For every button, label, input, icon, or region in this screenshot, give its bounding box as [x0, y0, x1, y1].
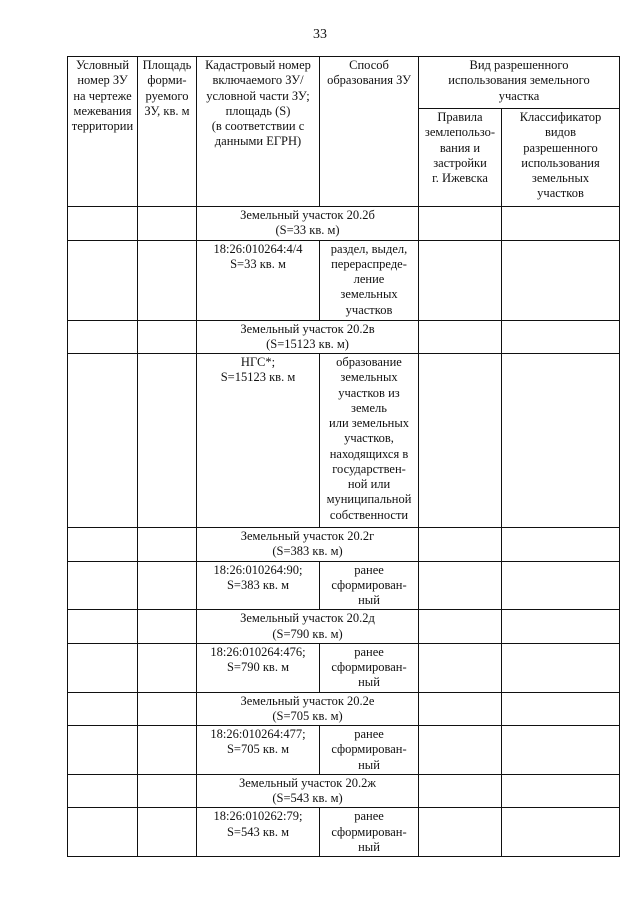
- plot-area-cell: [138, 354, 197, 528]
- formation-method-cell: ранее сформирован- ный: [320, 808, 419, 857]
- plot-area-cell: [138, 726, 197, 775]
- page-number: 33: [313, 27, 327, 42]
- plot-area-cell: [138, 808, 197, 857]
- use-classifier-cell: [502, 643, 620, 692]
- section-title: Земельный участок 20.2ж (S=543 кв. м): [197, 774, 419, 808]
- land-use-rules-cell: [419, 726, 502, 775]
- use-classifier-cell: [502, 354, 620, 528]
- section-title-row: [68, 528, 620, 562]
- land-plots-table: [67, 56, 620, 857]
- section-title-row: [68, 692, 620, 726]
- plot-area-cell: [138, 528, 197, 562]
- land-use-rules-cell: [419, 808, 502, 857]
- plot-area-cell: [138, 610, 197, 644]
- plot-area-cell: [138, 692, 197, 726]
- use-classifier-cell: [502, 692, 620, 726]
- plot-number-cell: [68, 354, 138, 528]
- use-classifier-cell: [502, 528, 620, 562]
- use-classifier-cell: [502, 774, 620, 808]
- use-classifier-cell: [502, 320, 620, 354]
- section-title-row: [68, 610, 620, 644]
- land-use-rules-cell: [419, 320, 502, 354]
- plot-number-cell: [68, 808, 138, 857]
- land-use-rules-cell: [419, 610, 502, 644]
- plot-number-cell: [68, 240, 138, 320]
- plot-area-cell: [138, 320, 197, 354]
- section-title: Земельный участок 20.2д (S=790 кв. м): [197, 610, 419, 644]
- header-plot-area: Площадь форми- руемого ЗУ, кв. м: [138, 57, 197, 207]
- plot-number-cell: [68, 692, 138, 726]
- header-permitted-use-group: Вид разрешенного использования земельного участка: [419, 57, 620, 109]
- formation-method-cell: ранее сформирован- ный: [320, 643, 419, 692]
- cadastral-number-cell: НГС*; S=15123 кв. м: [197, 354, 320, 528]
- use-classifier-cell: [502, 207, 620, 241]
- cadastral-number-cell: 18:26:010264:477; S=705 кв. м: [197, 726, 320, 775]
- plot-area-cell: [138, 643, 197, 692]
- section-title-row: [68, 774, 620, 808]
- plot-number-cell: [68, 774, 138, 808]
- use-classifier-cell: [502, 240, 620, 320]
- formation-method-cell: ранее сформирован- ный: [320, 561, 419, 610]
- land-use-rules-cell: [419, 240, 502, 320]
- plot-number-cell: [68, 207, 138, 241]
- header-use-classifier: Классификатор видов разрешенного использования земельных участков: [502, 109, 620, 207]
- land-use-rules-cell: [419, 692, 502, 726]
- table-row: [68, 808, 620, 857]
- formation-method-cell: раздел, выдел, перераспреде- ление земельных участков: [320, 240, 419, 320]
- section-title: Земельный участок 20.2в (S=15123 кв. м): [197, 320, 419, 354]
- land-use-rules-cell: [419, 774, 502, 808]
- land-use-rules-cell: [419, 207, 502, 241]
- table-row: [68, 240, 620, 320]
- section-title: Земельный участок 20.2е (S=705 кв. м): [197, 692, 419, 726]
- plot-area-cell: [138, 240, 197, 320]
- section-title-row: [68, 320, 620, 354]
- plot-number-cell: [68, 320, 138, 354]
- plot-area-cell: [138, 207, 197, 241]
- plot-number-cell: [68, 643, 138, 692]
- cadastral-number-cell: 18:26:010264:90; S=383 кв. м: [197, 561, 320, 610]
- use-classifier-cell: [502, 808, 620, 857]
- land-use-rules-cell: [419, 561, 502, 610]
- plot-number-cell: [68, 726, 138, 775]
- plot-number-cell: [68, 610, 138, 644]
- formation-method-cell: образование земельных участков из земель или земельных участков, находящихся в государствен- ной или муниципальной собственности: [320, 354, 419, 528]
- plot-number-cell: [68, 561, 138, 610]
- plot-number-cell: [68, 528, 138, 562]
- plot-area-cell: [138, 774, 197, 808]
- plot-area-cell: [138, 561, 197, 610]
- land-use-rules-cell: [419, 354, 502, 528]
- table-row: [68, 561, 620, 610]
- use-classifier-cell: [502, 610, 620, 644]
- section-title: Земельный участок 20.2б (S=33 кв. м): [197, 207, 419, 241]
- cadastral-number-cell: 18:26:010262:79; S=543 кв. м: [197, 808, 320, 857]
- table-row: [68, 643, 620, 692]
- formation-method-cell: ранее сформирован- ный: [320, 726, 419, 775]
- use-classifier-cell: [502, 561, 620, 610]
- table-row: [68, 726, 620, 775]
- table-row: [68, 354, 620, 528]
- header-land-use-rules: Правила землепользо- вания и застройки г. Ижевска: [419, 109, 502, 207]
- header-plot-number: Условный номер ЗУ на чертеже межевания территории: [68, 57, 138, 207]
- land-use-rules-cell: [419, 643, 502, 692]
- header-formation-method: Способ образования ЗУ: [320, 57, 419, 207]
- cadastral-number-cell: 18:26:010264:4/4 S=33 кв. м: [197, 240, 320, 320]
- cadastral-number-cell: 18:26:010264:476; S=790 кв. м: [197, 643, 320, 692]
- header-cadastral-number: Кадастровый номер включаемого ЗУ/ условной части ЗУ; площадь (S) (в соответствии с данными ЕГРН): [197, 57, 320, 207]
- section-title: Земельный участок 20.2г (S=383 кв. м): [197, 528, 419, 562]
- use-classifier-cell: [502, 726, 620, 775]
- table-body: [68, 207, 620, 857]
- section-title-row: [68, 207, 620, 241]
- land-use-rules-cell: [419, 528, 502, 562]
